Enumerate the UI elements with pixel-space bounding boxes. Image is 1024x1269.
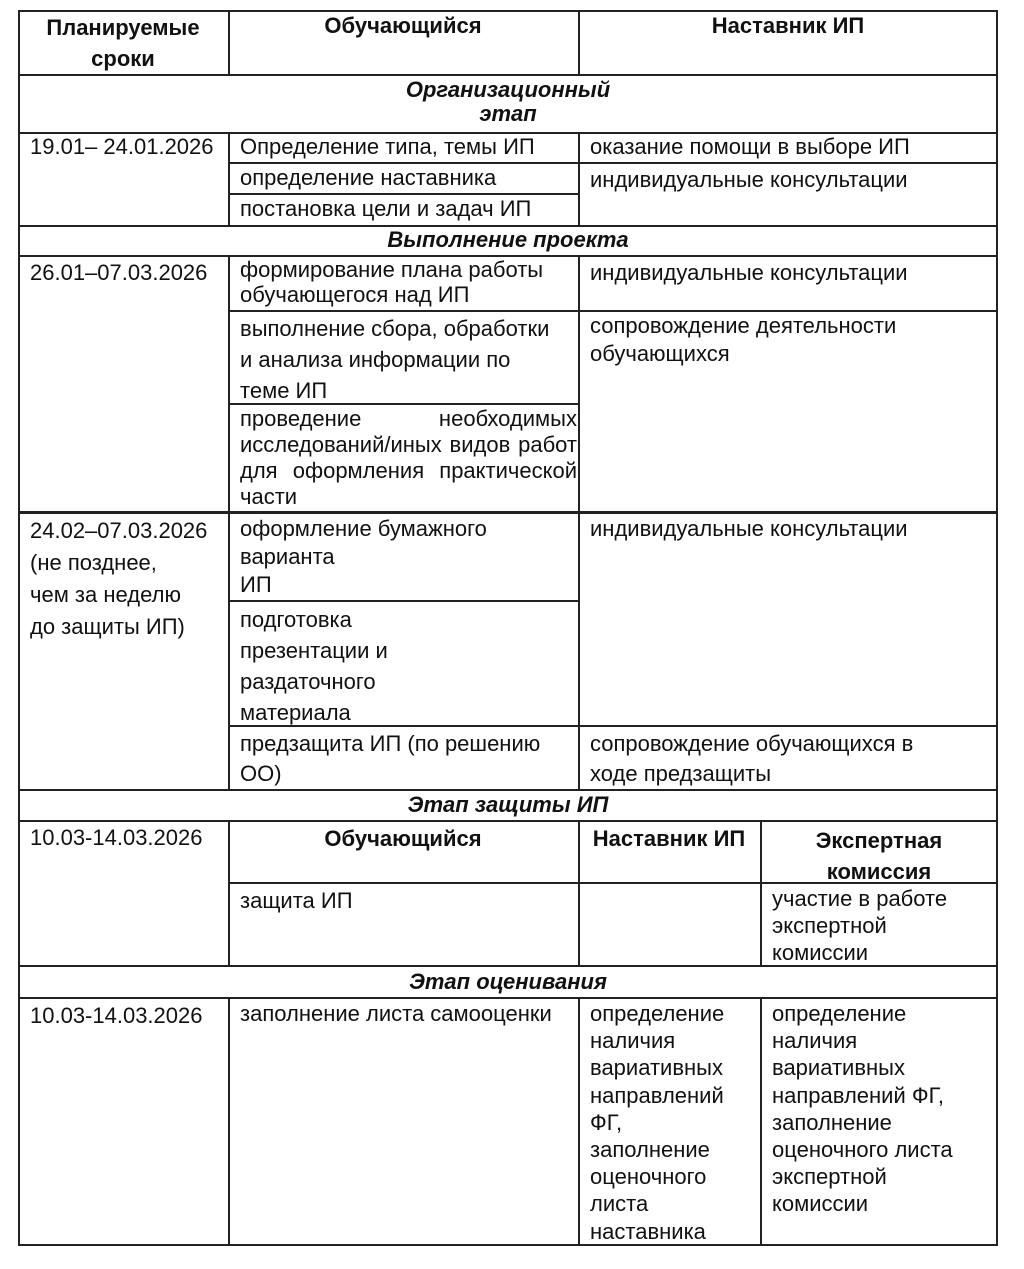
- stage1-mentor-task: индивидуальные консультации: [590, 167, 908, 192]
- stage2-student-task: проведение необходимых исследований/иных видов работ для оформления практической части: [240, 406, 577, 509]
- stage4-mentor-task: определение наличия вариативных направлений ФГ, заполнение оценочного листа наставника: [590, 1001, 725, 1244]
- column-divider: [228, 132, 230, 225]
- stage3-header-student: Обучающийся: [324, 826, 482, 851]
- stage4-student-task: заполнение листа самооценки: [240, 1001, 552, 1026]
- header-divider: [18, 74, 998, 76]
- stage2-mentor-task: индивидуальные консультации: [590, 260, 908, 285]
- column-divider: [228, 255, 230, 789]
- stage2-dates: 26.01–07.03.2026: [30, 260, 208, 285]
- divider: [18, 997, 998, 999]
- stage1-student-task: определение наставника: [240, 165, 497, 190]
- divider: [18, 511, 998, 514]
- column-divider: [228, 997, 230, 1246]
- table-border-bottom: [18, 1244, 998, 1246]
- table-border-left: [18, 10, 20, 1246]
- header-student: Обучающийся: [324, 13, 482, 38]
- stage4-dates: 10.03-14.03.2026: [30, 1003, 203, 1028]
- stage-defense-title: Этап защиты ИП: [407, 792, 609, 817]
- stage2-student-task: формирование плана работы обучающегося над ИП: [240, 257, 544, 307]
- stage2b-student-task: оформление бумажного варианта ИП: [240, 516, 487, 597]
- stage1-mentor-task: оказание помощи в выборе ИП: [590, 134, 910, 159]
- stage3-header-mentor: Наставник ИП: [592, 826, 746, 851]
- plan-table: [18, 10, 998, 1246]
- stage-organizational-title: Организационный этап: [405, 77, 611, 126]
- stage3-student-task: защита ИП: [240, 888, 353, 913]
- stage-evaluation-title: Этап оценивания: [409, 969, 607, 994]
- divider: [228, 600, 578, 602]
- header-mentor: Наставник ИП: [711, 13, 865, 38]
- stage2b-mentor-task: индивидуальные консультации: [590, 516, 908, 541]
- stage2b-student-task: подготовка презентации и раздаточного материала: [240, 607, 388, 725]
- stage3-header-expert: Экспертная комиссия: [815, 828, 943, 884]
- column-divider: [578, 997, 580, 1246]
- table-border-right: [996, 10, 998, 1246]
- stage2b-student-task: предзащита ИП (по решению ОО): [240, 731, 541, 786]
- divider: [578, 162, 998, 164]
- stage1-student-task: Определение типа, темы ИП: [240, 134, 535, 159]
- stage1-student-task: постановка цели и задач ИП: [240, 196, 532, 221]
- stage2b-mentor-task: сопровождение обучающихся в ходе предзащиты: [590, 731, 914, 786]
- stage3-dates: 10.03-14.03.2026: [30, 825, 203, 850]
- stage2-mentor-task: сопровождение деятельности обучающихся: [590, 313, 897, 366]
- column-divider: [578, 132, 580, 225]
- stage-project-title: Выполнение проекта: [387, 227, 629, 252]
- divider: [18, 820, 998, 822]
- column-divider: [760, 997, 762, 1246]
- stage4-expert-task: определение наличия вариативных направлений ФГ, заполнение оценочного листа экспертной комиссии: [772, 1001, 953, 1217]
- stage2-student-task: выполнение сбора, обработки и анализа информации по теме ИП: [240, 316, 550, 403]
- column-divider: [578, 255, 580, 789]
- header-planned-dates: Планируемые сроки: [46, 15, 200, 71]
- stage2b-dates: 24.02–07.03.2026 (не позднее, чем за неделю до защиты ИП): [30, 518, 208, 639]
- stage3-expert-task: участие в работе экспертной комиссии: [772, 886, 948, 965]
- stage1-dates: 19.01– 24.01.2026: [30, 134, 214, 159]
